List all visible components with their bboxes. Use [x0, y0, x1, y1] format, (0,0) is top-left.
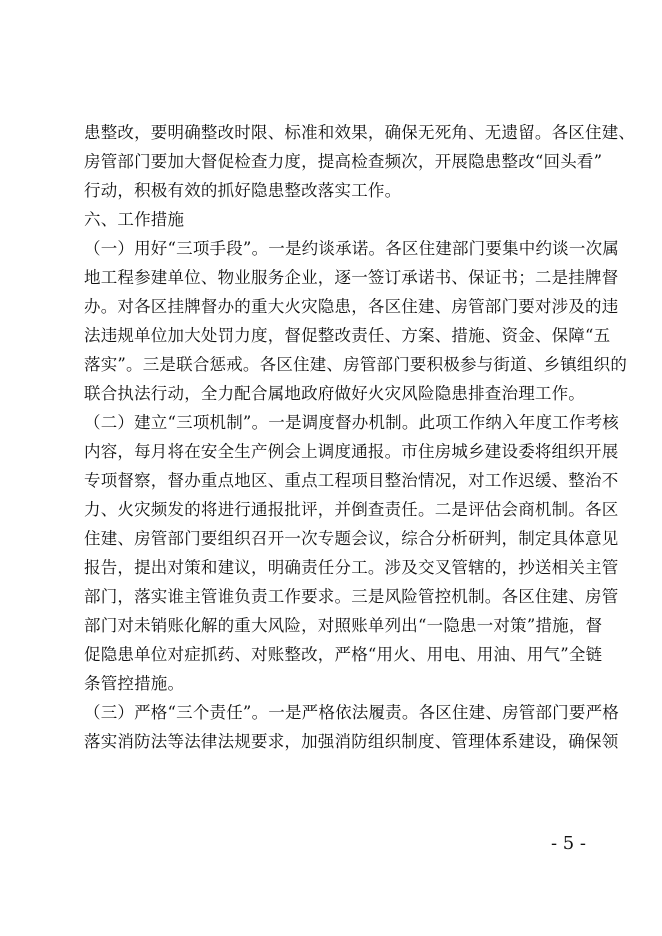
text-line: 报告，提出对策和建议，明确责任分工。涉及交叉管辖的，抄送相关主管: [84, 558, 619, 577]
text-line: 力、火灾频发的将进行通报批评，并倒查责任。二是评估会商机制。各区: [84, 500, 619, 519]
page-number: - 5 -: [550, 833, 586, 854]
body-text: [84, 118, 636, 756]
text-line: 法违规单位加大处罚力度，督促整改责任、方案、措施、资金、保障“五: [84, 326, 611, 345]
text-line: 住建、房管部门要组织召开一次专题会议，综合分析研判，制定具体意见: [84, 529, 619, 548]
text-line: 部门对未销账化解的重大风险，对照账单列出“一隐患一对策”措施，督: [84, 616, 603, 635]
text-line: （一）用好“三项手段”。一是约谈承诺。各区住建部门要集中约谈一次属: [84, 239, 619, 258]
text-line: 落实消防法等法律法规要求，加强消防组织制度、管理体系建设，确保领: [84, 732, 619, 751]
text-line: （三）严格“三个责任”。一是严格依法履责。各区住建、房管部门要严格: [84, 703, 619, 722]
text-line: 联合执法行动，全力配合属地政府做好火灾风险隐患排查治理工作。: [84, 384, 585, 403]
text-line: 房管部门要加大督促检查力度，提高检查频次，开展隐患整改“回头看”: [84, 152, 603, 171]
text-line: 条管控措施。: [84, 674, 185, 693]
section-heading: 六、工作措施: [84, 210, 185, 229]
text-line: 专项督察，督办重点地区、重点工程项目整治情况，对工作迟缓、整治不: [84, 471, 619, 490]
text-line: （二）建立“三项机制”。一是调度督办机制。此项工作纳入年度工作考核: [84, 413, 619, 432]
text-line: 促隐患单位对症抓药、对账整改，严格“用火、用电、用油、用气”全链: [84, 645, 603, 664]
text-line: 患整改，要明确整改时限、标准和效果，确保无死角、无遗留。各区住建、: [84, 123, 636, 142]
text-line: 部门，落实谁主管谁负责工作要求。三是风险管控机制。各区住建、房管: [84, 587, 619, 606]
text-line: 地工程参建单位、物业服务企业，逐一签订承诺书、保证书；二是挂牌督: [84, 268, 619, 287]
text-line: 落实”。三是联合惩戒。各区住建、房管部门要积极参与街道、乡镇组织的: [84, 355, 628, 374]
text-line: 内容，每月将在安全生产例会上调度通报。市住房城乡建设委将组织开展: [84, 442, 619, 461]
text-line: 办。对各区挂牌督办的重大火灾隐患，各区住建、房管部门要对涉及的违: [84, 297, 619, 316]
text-line: 行动，积极有效的抓好隐患整改落实工作。: [84, 181, 402, 200]
